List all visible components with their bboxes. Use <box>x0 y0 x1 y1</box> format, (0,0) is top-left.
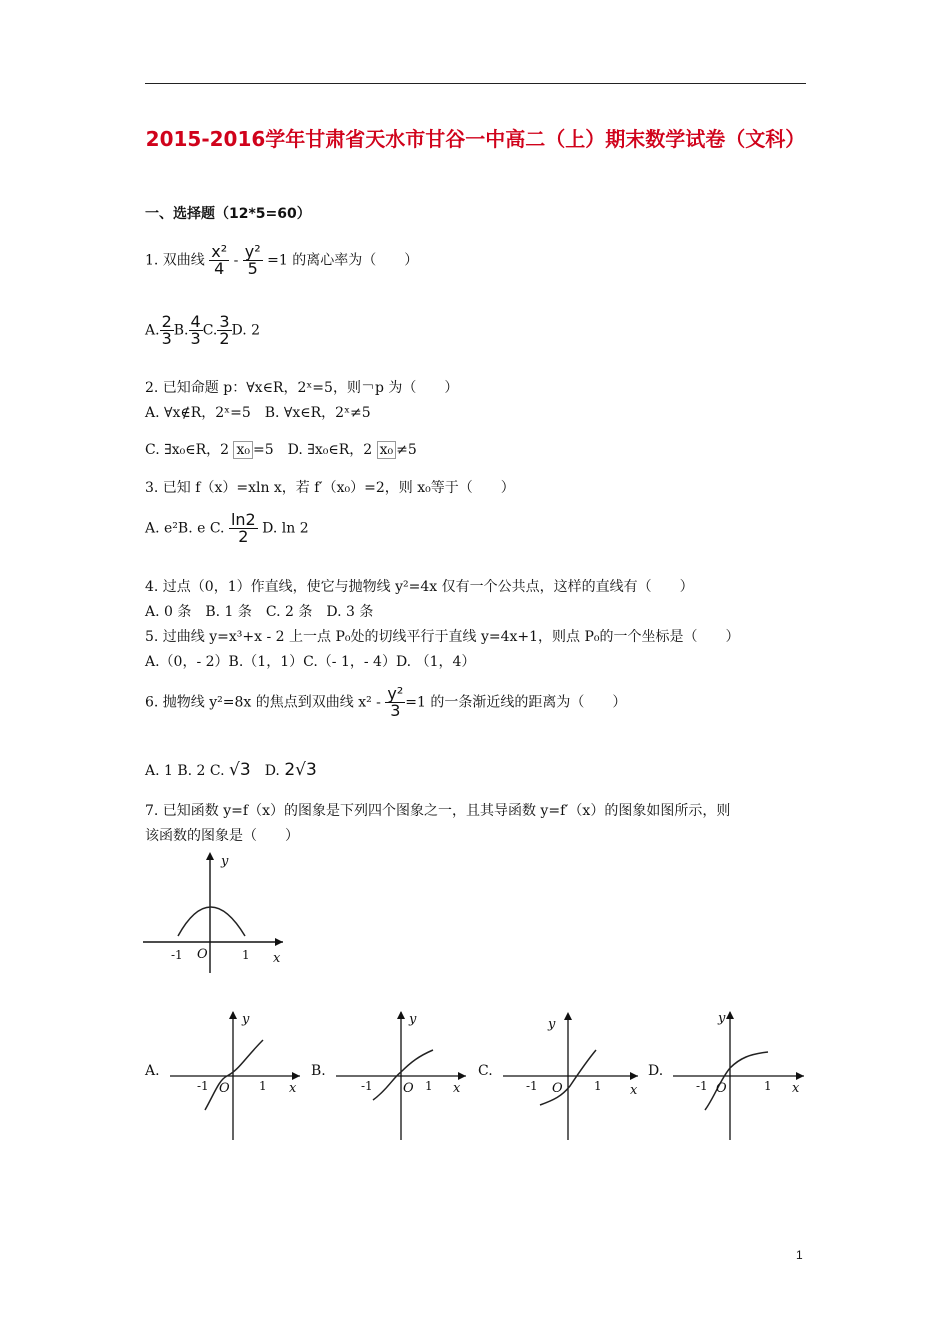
q6-fraction: $\frac{\text{y²}}{3}$ <box>387 684 404 720</box>
graph-y-label: y <box>221 854 229 869</box>
svg-text:1: 1 <box>259 1079 267 1093</box>
q3-option-c-fraction: $\frac{\ln 2}{2}$ <box>230 510 256 546</box>
q6-options: A. 1 B. 2 C. √3 D. 2√3 <box>145 760 317 780</box>
question-7-line1: 7. 已知函数 y=f（x）的图象是下列四个图象之一，且其导函数 y=f′（x）的图象如图所示，则 <box>145 803 731 819</box>
q1-option-c-fraction: $\frac{3}{2}$ <box>219 312 230 348</box>
q2-options-cd: C. ∃x₀∈R，2 x₀ =5 D. ∃x₀∈R，2 x₀ ≠5 <box>145 442 417 458</box>
svg-text:y: y <box>718 1011 726 1026</box>
svg-text:O: O <box>716 1081 727 1096</box>
section-heading: 一、选择题（12*5=60） <box>145 206 311 222</box>
q2-options-ab: A. ∀x∉R，2ˣ=5 B. ∀x∈R，2ˣ≠5 <box>145 405 371 421</box>
svg-text:-1: -1 <box>361 1079 373 1093</box>
q1-stem-post: =1 的离心率为（ ） <box>267 252 419 269</box>
page-number: 1 <box>796 1248 803 1262</box>
q1-fraction-x: $\frac{\text{x²}}{4}$ <box>211 242 228 278</box>
svg-text:x: x <box>289 1081 297 1096</box>
q1-option-a-fraction: $\frac{2}{3}$ <box>161 312 172 348</box>
svg-text:1: 1 <box>764 1079 772 1093</box>
svg-text:x: x <box>453 1081 461 1096</box>
svg-text:y: y <box>242 1012 250 1027</box>
svg-text:1: 1 <box>594 1079 602 1093</box>
q2-exponent-d: x₀ <box>377 441 397 459</box>
derivative-graph <box>143 848 289 978</box>
svg-text:y: y <box>548 1017 556 1032</box>
option-d-graph <box>670 1010 806 1142</box>
svg-text:O: O <box>403 1081 414 1096</box>
svg-text:-1: -1 <box>197 1079 209 1093</box>
option-a-label: A. <box>145 1063 160 1079</box>
q1-option-b-fraction: $\frac{4}{3}$ <box>190 312 201 348</box>
question-6: 6. 抛物线 y²=8x 的焦点到双曲线 x² - $\frac{\text{y²}}{3}$ =1 的一条渐近线的距离为（ ） <box>145 684 627 720</box>
q6-option-c-value: √3 <box>229 760 251 780</box>
option-d-label: D. <box>648 1063 664 1079</box>
question-2: 2. 已知命题 p：∀x∈R，2ˣ=5，则￢p 为（ ） <box>145 380 459 396</box>
question-1: 1. 双曲线 $\frac{\text{x²}}{4}$ - $\frac{\text{y²}}{5}$ =1 的离心率为（ ） <box>145 242 419 278</box>
page-title: 2015-2016学年甘肃省天水市甘谷一中高二（上）期末数学试卷（文科） <box>145 127 806 151</box>
svg-text:-1: -1 <box>526 1079 538 1093</box>
q1-stem-pre: 1. 双曲线 <box>145 252 205 269</box>
graph-x-label: x <box>273 951 281 966</box>
q6-option-d-value: 2√3 <box>284 760 317 780</box>
question-4: 4. 过点（0，1）作直线，使它与抛物线 y²=4x 仅有一个公共点，这样的直线有（ ） <box>145 579 694 595</box>
option-c-label: C. <box>478 1063 493 1079</box>
q3-options: A. e²B. e C. $\frac{\ln 2}{2}$ D. ln 2 <box>145 510 309 546</box>
svg-text:y: y <box>409 1012 417 1027</box>
header-rule <box>145 83 806 84</box>
svg-text:1: 1 <box>425 1079 433 1093</box>
q1-fraction-y: $\frac{\text{y²}}{5}$ <box>244 242 261 278</box>
svg-text:O: O <box>552 1081 563 1096</box>
svg-text:x: x <box>792 1081 800 1096</box>
svg-text:x: x <box>630 1083 638 1098</box>
graph-origin: O <box>197 947 208 962</box>
question-7-line2: 该函数的图象是（ ） <box>145 828 299 844</box>
option-b-label: B. <box>311 1063 326 1079</box>
option-b-graph <box>333 1010 468 1142</box>
question-5: 5. 过曲线 y=x³+x - 2 上一点 P₀处的切线平行于直线 y=4x+1，则点 P₀的一个坐标是（ ） <box>145 629 740 645</box>
q4-options: A. 0 条 B. 1 条 C. 2 条 D. 3 条 <box>145 604 374 620</box>
svg-text:1: 1 <box>242 948 250 962</box>
q2-exponent-c: x₀ <box>233 441 253 459</box>
option-a-graph <box>167 1010 302 1142</box>
svg-text:O: O <box>219 1081 230 1096</box>
svg-text:-1: -1 <box>171 948 183 962</box>
q5-options: A.（0，- 2）B.（1，1）C.（- 1，- 4）D. （1，4） <box>145 654 476 670</box>
question-3: 3. 已知 f（x）=xln x，若 f′（x₀）=2，则 x₀等于（ ） <box>145 480 515 496</box>
svg-text:-1: -1 <box>696 1079 708 1093</box>
option-c-graph <box>500 1010 640 1142</box>
q1-options: A. $\frac{2}{3}$ B. $\frac{4}{3}$ C. $\frac{3}{2}$ D. 2 <box>145 312 261 348</box>
